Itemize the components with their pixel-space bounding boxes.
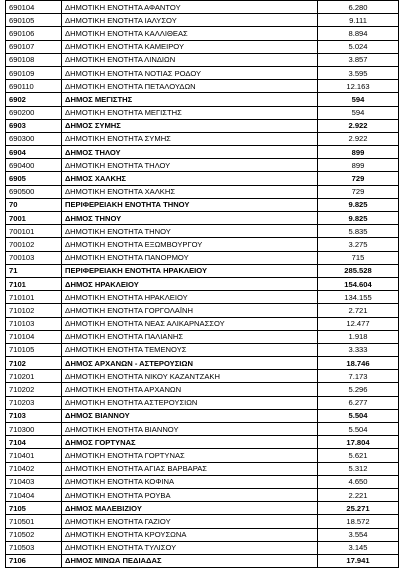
population-cell: 18.746 [318,357,399,370]
population-cell: 5.835 [318,225,399,238]
population-cell: 899 [318,159,399,172]
area-code-cell: 710104 [6,330,62,343]
area-name-cell: ΔΗΜΟΤΙΚΗ ΕΝΟΤΗΤΑ ΒΙΑΝΝΟΥ [62,423,318,436]
table-row [6,132,399,145]
area-name-cell: ΔΗΜΟΤΙΚΗ ΕΝΟΤΗΤΑ ΝΟΤΙΑΣ ΡΟΔΟΥ [62,66,318,79]
table-row [6,212,399,225]
area-name-cell: ΔΗΜΟΣ ΤΗΛΟΥ [62,146,318,159]
area-name-cell: ΔΗΜΟΤΙΚΗ ΕΝΟΤΗΤΑ ΑΓΙΑΣ ΒΑΡΒΑΡΑΣ [62,462,318,475]
area-name-cell: ΔΗΜΟΣ ΒΙΑΝΝΟΥ [62,409,318,422]
area-code-cell: 710300 [6,423,62,436]
population-cell: 5.621 [318,449,399,462]
population-cell: 4.650 [318,475,399,488]
area-name-cell: ΔΗΜΟΣ ΜΙΝΩΑ ΠΕΔΙΑΔΑΣ [62,554,318,567]
area-code-cell: 700102 [6,238,62,251]
table-row [6,554,399,567]
area-name-cell: ΔΗΜΟΣ ΗΡΑΚΛΕΙΟΥ [62,277,318,290]
table-row [6,1,399,14]
table-row [6,93,399,106]
table-body [6,1,399,568]
table-row [6,357,399,370]
area-name-cell: ΔΗΜΟΤΙΚΗ ΕΝΟΤΗΤΑ ΕΞΩΜΒΟΥΡΓΟΥ [62,238,318,251]
population-cell: 8.894 [318,27,399,40]
population-cell: 2.221 [318,488,399,501]
population-table [5,0,399,568]
area-name-cell: ΔΗΜΟΤΙΚΗ ΕΝΟΤΗΤΑ ΤΗΝΟΥ [62,225,318,238]
population-cell: 12.163 [318,80,399,93]
area-code-cell: 700103 [6,251,62,264]
population-cell: 3.554 [318,528,399,541]
population-cell: 594 [318,93,399,106]
area-name-cell: ΔΗΜΟΤΙΚΗ ΕΝΟΤΗΤΑ ΤΕΜΕΝΟΥΣ [62,343,318,356]
population-cell: 9.825 [318,198,399,211]
table-row [6,80,399,93]
table-row [6,53,399,66]
table-row [6,528,399,541]
area-name-cell: ΔΗΜΟΤΙΚΗ ΕΝΟΤΗΤΑ ΤΗΛΟΥ [62,159,318,172]
population-cell: 5.504 [318,409,399,422]
table-row [6,330,399,343]
area-code-cell: 710502 [6,528,62,541]
area-name-cell: ΔΗΜΟΣ ΤΗΝΟΥ [62,212,318,225]
population-cell: 18.572 [318,515,399,528]
table-row [6,119,399,132]
area-code-cell: 690108 [6,53,62,66]
population-cell: 1.918 [318,330,399,343]
area-name-cell: ΔΗΜΟΣ ΜΑΛΕΒΙΖΙΟΥ [62,502,318,515]
area-code-cell: 710105 [6,343,62,356]
population-cell: 6.280 [318,1,399,14]
area-code-cell: 690110 [6,80,62,93]
area-name-cell: ΔΗΜΟΤΙΚΗ ΕΝΟΤΗΤΑ ΙΑΛΥΣΟΥ [62,14,318,27]
population-cell: 25.271 [318,502,399,515]
table-row [6,475,399,488]
population-cell: 9.825 [318,212,399,225]
area-name-cell: ΔΗΜΟΣ ΧΑΛΚΗΣ [62,172,318,185]
population-table-page [5,0,398,568]
table-row [6,383,399,396]
area-name-cell: ΔΗΜΟΤΙΚΗ ΕΝΟΤΗΤΑ ΜΕΓΙΣΤΗΣ [62,106,318,119]
area-name-cell: ΔΗΜΟΤΙΚΗ ΕΝΟΤΗΤΑ ΓΑΖΙΟΥ [62,515,318,528]
table-row [6,106,399,119]
area-name-cell: ΔΗΜΟΣ ΑΡΧΑΝΩΝ - ΑΣΤΕΡΟΥΣΙΩΝ [62,357,318,370]
area-code-cell: 710403 [6,475,62,488]
area-code-cell: 700101 [6,225,62,238]
area-name-cell: ΔΗΜΟΤΙΚΗ ΕΝΟΤΗΤΑ ΚΡΟΥΣΩΝΑ [62,528,318,541]
population-cell: 17.941 [318,554,399,567]
area-code-cell: 7104 [6,436,62,449]
area-name-cell: ΔΗΜΟΤΙΚΗ ΕΝΟΤΗΤΑ ΣΥΜΗΣ [62,132,318,145]
population-cell: 3.333 [318,343,399,356]
area-code-cell: 6904 [6,146,62,159]
area-name-cell: ΔΗΜΟΤΙΚΗ ΕΝΟΤΗΤΑ ΤΥΛΙΣΟΥ [62,541,318,554]
area-code-cell: 690200 [6,106,62,119]
area-code-cell: 710101 [6,291,62,304]
table-row [6,146,399,159]
table-row [6,423,399,436]
population-cell: 2.721 [318,304,399,317]
area-code-cell: 690300 [6,132,62,145]
area-name-cell: ΔΗΜΟΤΙΚΗ ΕΝΟΤΗΤΑ ΗΡΑΚΛΕΙΟΥ [62,291,318,304]
area-code-cell: 710401 [6,449,62,462]
area-name-cell: ΔΗΜΟΤΙΚΗ ΕΝΟΤΗΤΑ ΛΙΝΔΙΩΝ [62,53,318,66]
population-cell: 715 [318,251,399,264]
area-name-cell: ΔΗΜΟΤΙΚΗ ΕΝΟΤΗΤΑ ΧΑΛΚΗΣ [62,185,318,198]
population-cell: 2.922 [318,132,399,145]
area-name-cell: ΔΗΜΟΤΙΚΗ ΕΝΟΤΗΤΑ ΑΣΤΕΡΟΥΣΙΩΝ [62,396,318,409]
population-cell: 899 [318,146,399,159]
area-code-cell: 690107 [6,40,62,53]
area-code-cell: 7001 [6,212,62,225]
area-name-cell: ΠΕΡΙΦΕΡΕΙΑΚΗ ΕΝΟΤΗΤΑ ΗΡΑΚΛΕΙΟΥ [62,264,318,277]
area-code-cell: 710203 [6,396,62,409]
table-row [6,251,399,264]
population-cell: 729 [318,185,399,198]
population-cell: 285.528 [318,264,399,277]
table-row [6,436,399,449]
population-cell: 12.477 [318,317,399,330]
population-cell: 594 [318,106,399,119]
table-row [6,462,399,475]
table-row [6,159,399,172]
population-cell: 7.173 [318,370,399,383]
area-code-cell: 6905 [6,172,62,185]
area-code-cell: 690106 [6,27,62,40]
table-row [6,396,399,409]
area-name-cell: ΔΗΜΟΤΙΚΗ ΕΝΟΤΗΤΑ ΓΟΡΓΟΛΑΪΝΗ [62,304,318,317]
table-row [6,277,399,290]
population-cell: 6.277 [318,396,399,409]
area-code-cell: 71 [6,264,62,277]
area-code-cell: 710501 [6,515,62,528]
table-row [6,198,399,211]
population-cell: 3.595 [318,66,399,79]
table-row [6,264,399,277]
area-code-cell: 690500 [6,185,62,198]
area-code-cell: 7106 [6,554,62,567]
area-code-cell: 710103 [6,317,62,330]
population-cell: 5.504 [318,423,399,436]
area-name-cell: ΔΗΜΟΤΙΚΗ ΕΝΟΤΗΤΑ ΠΕΤΑΛΟΥΔΩΝ [62,80,318,93]
table-row [6,370,399,383]
population-cell: 9.111 [318,14,399,27]
area-code-cell: 710404 [6,488,62,501]
table-row [6,225,399,238]
table-row [6,238,399,251]
table-row [6,488,399,501]
population-cell: 5.024 [318,40,399,53]
table-row [6,14,399,27]
area-code-cell: 690105 [6,14,62,27]
table-row [6,409,399,422]
population-cell: 3.275 [318,238,399,251]
table-row [6,502,399,515]
area-name-cell: ΔΗΜΟΣ ΜΕΓΙΣΤΗΣ [62,93,318,106]
population-cell: 134.155 [318,291,399,304]
area-name-cell: ΔΗΜΟΤΙΚΗ ΕΝΟΤΗΤΑ ΚΟΦΙΝΑ [62,475,318,488]
area-name-cell: ΔΗΜΟΤΙΚΗ ΕΝΟΤΗΤΑ ΠΑΝΟΡΜΟΥ [62,251,318,264]
area-code-cell: 710402 [6,462,62,475]
table-row [6,66,399,79]
area-code-cell: 6903 [6,119,62,132]
area-name-cell: ΔΗΜΟΤΙΚΗ ΕΝΟΤΗΤΑ ΚΑΜΕΙΡΟΥ [62,40,318,53]
table-row [6,291,399,304]
table-row [6,172,399,185]
area-code-cell: 6902 [6,93,62,106]
area-code-cell: 7102 [6,357,62,370]
area-name-cell: ΔΗΜΟΣ ΓΟΡΤΥΝΑΣ [62,436,318,449]
area-code-cell: 690109 [6,66,62,79]
area-code-cell: 690400 [6,159,62,172]
area-name-cell: ΔΗΜΟΤΙΚΗ ΕΝΟΤΗΤΑ ΠΑΛΙΑΝΗΣ [62,330,318,343]
table-row [6,515,399,528]
population-cell: 5.296 [318,383,399,396]
area-name-cell: ΔΗΜΟΤΙΚΗ ΕΝΟΤΗΤΑ ΑΡΧΑΝΩΝ [62,383,318,396]
area-code-cell: 710102 [6,304,62,317]
population-cell: 3.145 [318,541,399,554]
table-row [6,185,399,198]
area-code-cell: 7103 [6,409,62,422]
population-cell: 5.312 [318,462,399,475]
area-code-cell: 710201 [6,370,62,383]
table-row [6,449,399,462]
table-row [6,541,399,554]
population-cell: 3.857 [318,53,399,66]
population-cell: 17.804 [318,436,399,449]
area-code-cell: 7101 [6,277,62,290]
area-name-cell: ΔΗΜΟΤΙΚΗ ΕΝΟΤΗΤΑ ΝΙΚΟΥ ΚΑΖΑΝΤΖΑΚΗ [62,370,318,383]
area-code-cell: 710503 [6,541,62,554]
table-row [6,304,399,317]
area-code-cell: 70 [6,198,62,211]
area-name-cell: ΔΗΜΟΤΙΚΗ ΕΝΟΤΗΤΑ ΑΦΑΝΤΟΥ [62,1,318,14]
area-name-cell: ΔΗΜΟΤΙΚΗ ΕΝΟΤΗΤΑ ΓΟΡΤΥΝΑΣ [62,449,318,462]
population-cell: 729 [318,172,399,185]
area-code-cell: 7105 [6,502,62,515]
area-code-cell: 710202 [6,383,62,396]
area-name-cell: ΔΗΜΟΤΙΚΗ ΕΝΟΤΗΤΑ ΡΟΥΒΑ [62,488,318,501]
area-name-cell: ΔΗΜΟΤΙΚΗ ΕΝΟΤΗΤΑ ΚΑΛΛΙΘΕΑΣ [62,27,318,40]
table-row [6,317,399,330]
table-row [6,40,399,53]
area-name-cell: ΔΗΜΟΤΙΚΗ ΕΝΟΤΗΤΑ ΝΕΑΣ ΑΛΙΚΑΡΝΑΣΣΟΥ [62,317,318,330]
area-name-cell: ΔΗΜΟΣ ΣΥΜΗΣ [62,119,318,132]
area-code-cell: 690104 [6,1,62,14]
population-cell: 154.604 [318,277,399,290]
area-name-cell: ΠΕΡΙΦΕΡΕΙΑΚΗ ΕΝΟΤΗΤΑ ΤΗΝΟΥ [62,198,318,211]
table-row [6,27,399,40]
table-row [6,343,399,356]
population-cell: 2.922 [318,119,399,132]
